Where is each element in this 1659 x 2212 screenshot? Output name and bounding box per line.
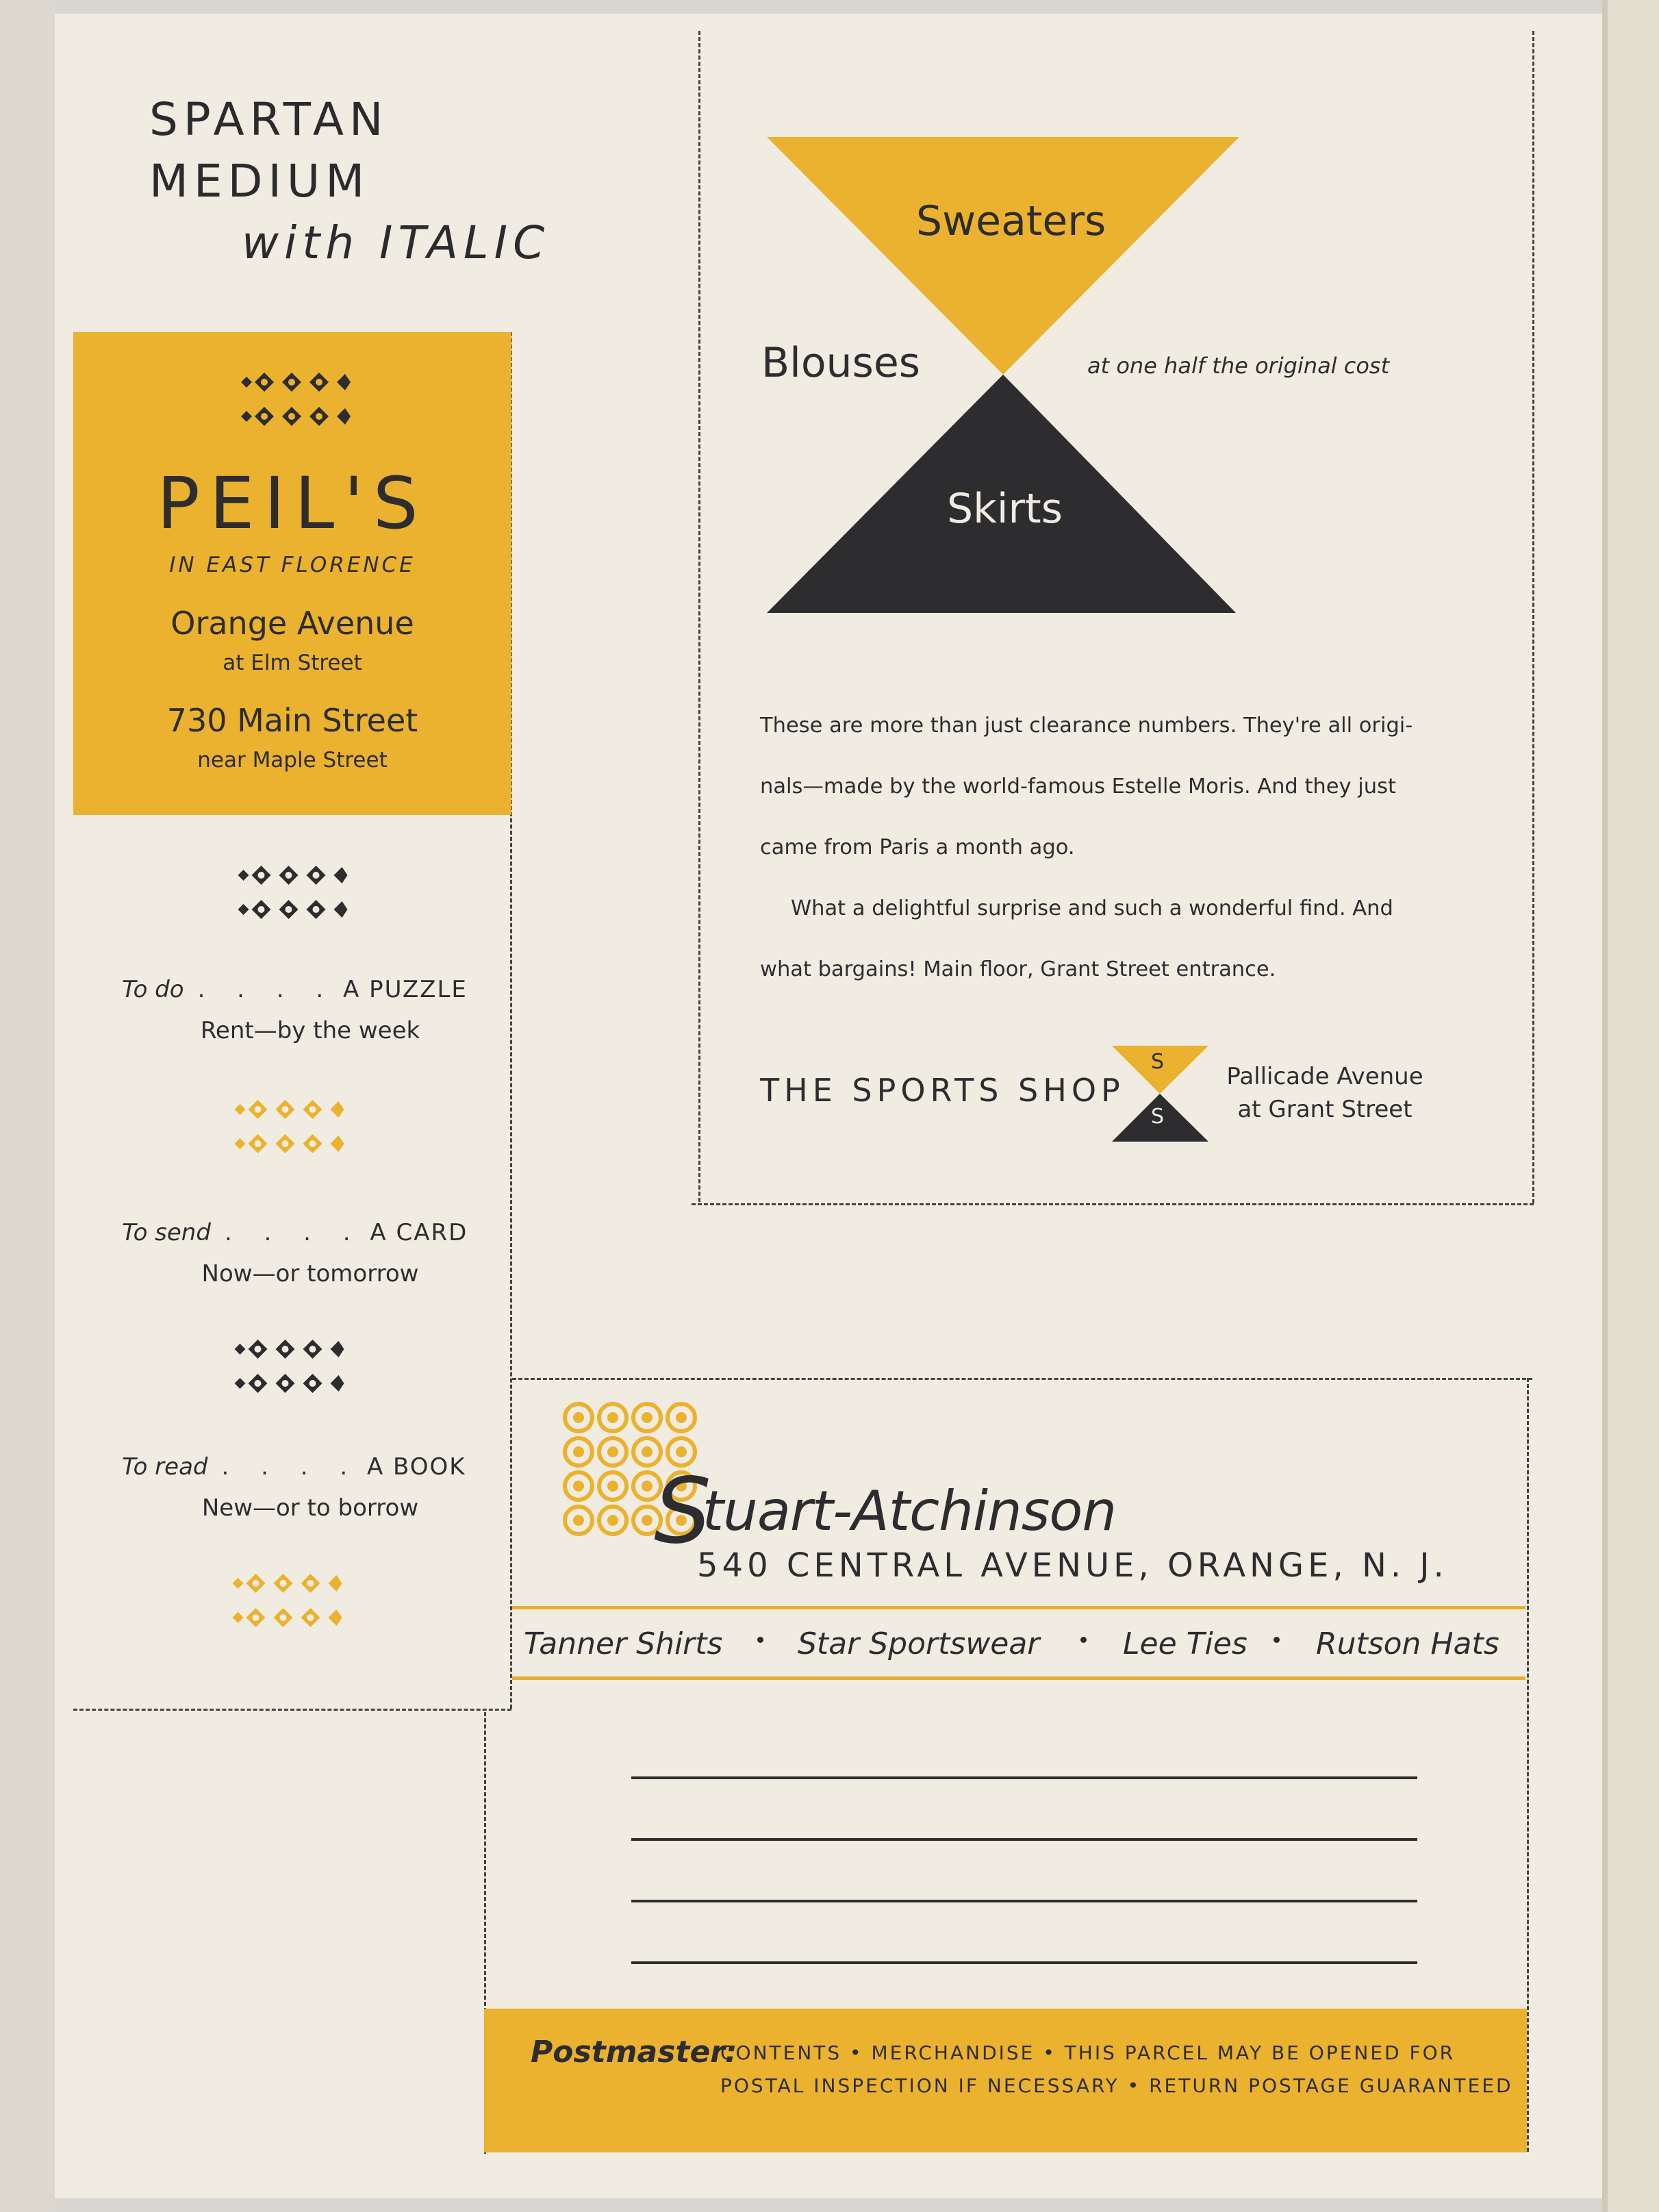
postmaster-line-2: POSTAL INSPECTION IF NECESSARY • RETURN POSTAGE GUARANTEED xyxy=(720,2074,1513,2097)
postmaster-band xyxy=(484,2009,1527,2152)
listing-item: A BOOK xyxy=(366,1453,466,1481)
label-skirts: Skirts xyxy=(947,485,1063,533)
brand-bullet xyxy=(1080,1637,1087,1643)
ornament-diamond-icon xyxy=(233,1335,346,1404)
specimen-line-1: SPARTAN xyxy=(149,93,389,146)
body-line-4: What a delightful surprise and such a wonderful find. And xyxy=(791,896,1393,920)
brand-star: Star Sportswear xyxy=(798,1626,1040,1661)
ornament-diamond-icon xyxy=(241,368,351,437)
rule-top xyxy=(512,1606,1525,1609)
peils-ad xyxy=(73,332,511,815)
dash-right-sports xyxy=(1532,31,1534,1203)
stuart-rest: tuart-Atchinson xyxy=(702,1479,1117,1543)
brand-rutson: Rutson Hats xyxy=(1316,1626,1499,1661)
label-half-cost: at one half the original cost xyxy=(1087,353,1390,379)
body-line-2: nals—made by the world-famous Estelle Moris. And they just xyxy=(760,775,1396,799)
specimen-heading xyxy=(149,89,550,274)
address-line-1 xyxy=(631,1776,1417,1779)
specimen-line-2: MEDIUM xyxy=(149,155,370,208)
address-line-2 xyxy=(631,1838,1417,1841)
rule-bottom xyxy=(512,1676,1525,1680)
listing-detail: Rent—by the week xyxy=(200,1017,420,1044)
page-edge xyxy=(1602,0,1659,2212)
address-line-3 xyxy=(631,1900,1417,1902)
listing-dots: . . . . xyxy=(221,1453,360,1481)
label-blouses: Blouses xyxy=(761,339,921,387)
brand-lee: Lee Ties xyxy=(1123,1626,1248,1661)
peils-location: IN EAST FLORENCE xyxy=(169,553,416,577)
postmaster-label: Postmaster: xyxy=(531,2035,737,2070)
sports-shop-address xyxy=(1222,1060,1428,1126)
listing-detail: Now—or tomorrow xyxy=(201,1260,419,1287)
logo-letter-top: S xyxy=(1151,1050,1165,1074)
listing-book xyxy=(122,1453,471,1522)
listing-card xyxy=(122,1219,471,1287)
address-line-4 xyxy=(631,1961,1417,1964)
dash-left-sports xyxy=(698,31,700,1202)
peils-name: PEIL'S xyxy=(157,462,428,545)
listing-verb: To send xyxy=(122,1219,211,1246)
dash-bottom-sports xyxy=(692,1203,1534,1205)
sports-body-copy xyxy=(760,695,1472,1000)
ornament-diamond-icon xyxy=(233,1096,346,1164)
spine-shadow xyxy=(1602,0,1608,2212)
listing-verb: To read xyxy=(122,1453,208,1481)
dash-top-stuart xyxy=(512,1378,1532,1380)
listing-detail: New—or to borrow xyxy=(201,1494,419,1522)
ornament-diamond-icon xyxy=(231,1570,344,1638)
listing-dots: . . . . xyxy=(224,1219,363,1246)
sports-address-2: at Grant Street xyxy=(1237,1096,1413,1123)
specimen-line-3: with ITALIC xyxy=(242,216,550,269)
listing-verb: To do xyxy=(122,976,184,1003)
brand-bullet xyxy=(757,1637,763,1643)
sports-address-1: Pallicade Avenue xyxy=(1226,1063,1423,1090)
stuart-initial: S xyxy=(654,1459,711,1564)
postmaster-line-1: CONTENTS • MERCHANDISE • THIS PARCEL MAY BE OPENED FOR xyxy=(720,2041,1456,2064)
listing-item: A CARD xyxy=(370,1219,468,1246)
listing-item: A PUZZLE xyxy=(343,976,468,1003)
peils-address-1-sub: at Elm Street xyxy=(223,651,362,675)
body-line-5: what bargains! Main floor, Grant Street entrance. xyxy=(760,957,1276,981)
listing-puzzle xyxy=(122,976,471,1044)
background-left xyxy=(0,0,55,2212)
peils-address-1: Orange Avenue xyxy=(170,605,414,642)
dash-bottom-peils xyxy=(73,1709,511,1711)
peils-address-2-sub: near Maple Street xyxy=(197,748,388,772)
listing-dots: . . . . xyxy=(197,976,336,1003)
peils-address-2: 730 Main Street xyxy=(166,702,418,739)
stuart-address: 540 CENTRAL AVENUE, ORANGE, N. J. xyxy=(697,1546,1448,1585)
brand-tanner: Tanner Shirts xyxy=(524,1626,723,1661)
body-line-3: came from Paris a month ago. xyxy=(760,835,1075,859)
ornament-diamond-icon xyxy=(236,862,349,930)
sports-shop-name: THE SPORTS SHOP xyxy=(760,1072,1125,1109)
logo-letter-bottom: S xyxy=(1151,1105,1165,1129)
body-line-1: These are more than just clearance numbers. They're all origi- xyxy=(760,714,1413,738)
brand-bullet xyxy=(1274,1637,1280,1643)
dash-right-stuart xyxy=(1527,1378,1529,2152)
label-sweaters: Sweaters xyxy=(916,197,1106,245)
